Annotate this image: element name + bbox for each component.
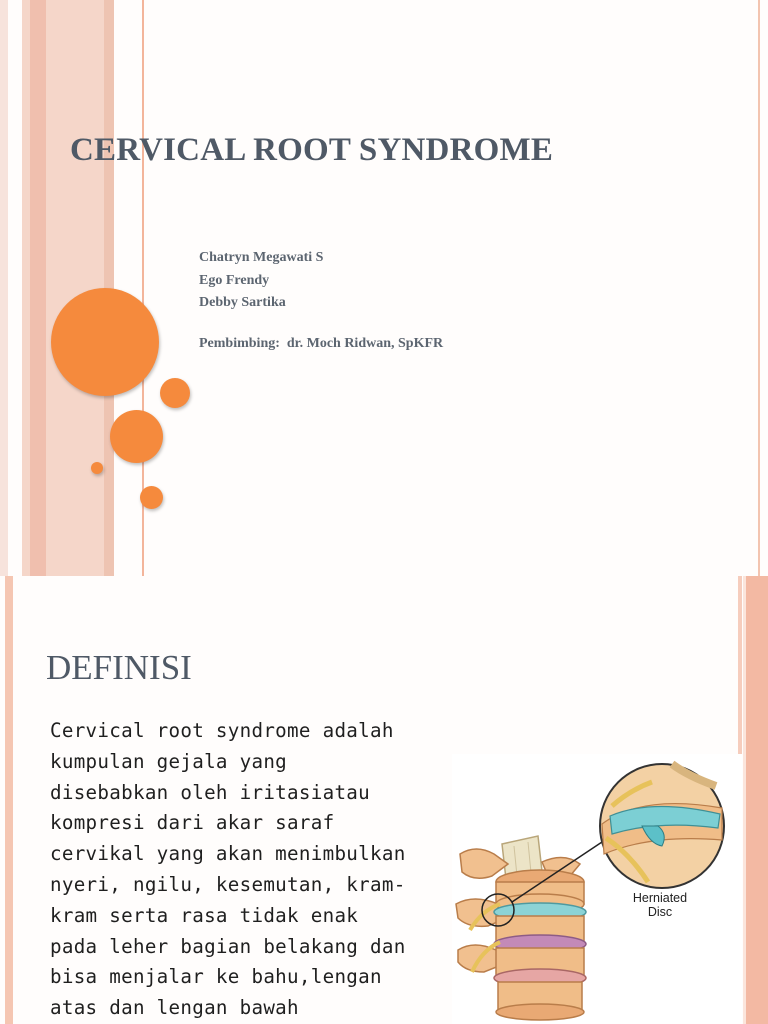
decorative-right-line bbox=[758, 0, 760, 576]
author-name: Debby Sartika bbox=[199, 295, 286, 310]
herniated-disc-illustration bbox=[452, 754, 742, 1024]
decorative-stripe-inner bbox=[30, 0, 46, 576]
left-accent-stripe bbox=[5, 576, 13, 1024]
paragraph-line: cervikal yang akan menimbulkan bbox=[50, 842, 406, 866]
decorative-circle-medium bbox=[110, 410, 163, 463]
author-list bbox=[199, 247, 323, 315]
paragraph-line: pada leher bagian belakang dan bbox=[50, 934, 406, 958]
definition-slide bbox=[0, 576, 768, 1024]
paragraph-line: atas dan lengan bawah bbox=[50, 996, 299, 1020]
section-title: DEFINISI bbox=[46, 648, 192, 687]
left-edge-band bbox=[0, 0, 8, 576]
paragraph-line: bisa menjalar ke bahu,lengan bbox=[50, 965, 382, 989]
illustration-label-line2: Disc bbox=[647, 905, 673, 919]
supervisor-line: Pembimbing: dr. Moch Ridwan, SpKFR bbox=[199, 336, 444, 351]
illustration-label-line1: Herniated bbox=[632, 891, 688, 905]
right-accent-stripe-wide bbox=[746, 576, 768, 1024]
author-name: Ego Frendy bbox=[199, 272, 270, 288]
paragraph-line: disebabkan oleh iritasiatau bbox=[50, 780, 370, 804]
paragraph-line: kumpulan gejala yang bbox=[50, 749, 288, 773]
paragraph-line: kompresi dari akar saraf bbox=[50, 811, 335, 835]
definition-paragraph bbox=[50, 716, 450, 1024]
decorative-circle-large bbox=[51, 288, 159, 396]
decorative-circle-small-right bbox=[160, 378, 190, 408]
presentation-title: CERVICAL ROOT SYNDROME bbox=[70, 132, 554, 168]
decorative-circle-tiny bbox=[91, 462, 103, 474]
decorative-circle-small-bottom bbox=[140, 486, 163, 509]
paragraph-line: nyeri, ngilu, kesemutan, kram- bbox=[50, 872, 406, 896]
paragraph-line: kram serta rasa tidak enak bbox=[50, 903, 359, 927]
author-name: Chatryn Megawati S bbox=[199, 250, 324, 265]
paragraph-line: Cervical root syndrome adalah bbox=[50, 719, 394, 742]
